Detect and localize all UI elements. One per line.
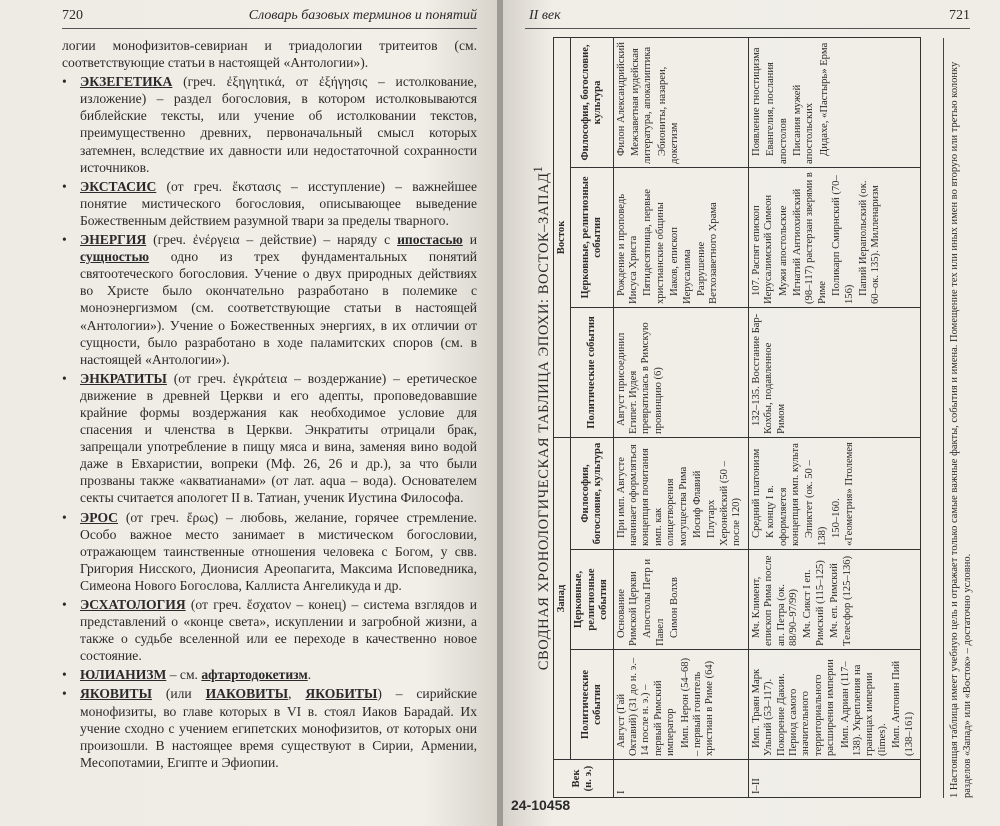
cell-west-church <box>748 550 920 650</box>
cell-item: Появление гностицизма <box>750 47 762 156</box>
entry-headword: ЯКОВИТЫ <box>80 686 152 702</box>
printer-signature: 24-10458 <box>511 797 571 813</box>
entry-text: (от греч. ἔσχατον – конец) – система взглядов и представлений о «конце света», искуплении и загробной жизни, а также о судьбе вселенной или ее переходе в качественно новое состояние. <box>80 597 477 664</box>
header-century: Век (н. э.) <box>554 760 614 798</box>
cell-east-political <box>748 307 920 437</box>
cell-item: Мужи апостольские <box>777 205 789 296</box>
header-west: Запад <box>554 437 571 759</box>
dictionary-entry <box>62 73 477 176</box>
right-page <box>503 0 1000 826</box>
entry-headword: ЭНЕРГИЯ <box>80 232 147 248</box>
header-west-church: Церковные, религиозные события <box>571 550 613 650</box>
left-page-number: 720 <box>62 8 83 23</box>
cell-item: Симон Волхв <box>669 577 681 638</box>
cell-east-political <box>613 307 748 437</box>
cell-item: Мч. Сикст I еп. Римский (115–125) <box>802 560 826 646</box>
dictionary-text <box>62 37 477 773</box>
entry-headword: ЭРОС <box>80 509 119 525</box>
table-title <box>531 38 553 798</box>
cell-east-philosophy <box>613 37 748 167</box>
cell-item: Средний платонизм <box>750 448 762 538</box>
bullet-icon: • <box>62 178 67 194</box>
cell-west-philosophy <box>748 437 920 549</box>
entry-text: и <box>462 232 477 248</box>
entry-text: (греч. ἐξηγητικά, от ἐξήγησις – истолкование, изложение) – раздел богословия, в котором истолковываются библейские тексты, или учение об истолковании текстов, преимущественно древних, первоначальный смысл которых затемнен, вследствие их давности или недостаточной сохранности источников. <box>80 74 477 175</box>
entry-text: , <box>288 686 306 702</box>
entry-text: – см. <box>166 667 202 683</box>
cell-item: Имп. Нерон (54–68) – первый гонитель христиан в Риме (64) <box>679 657 716 756</box>
right-page-number: 721 <box>949 8 970 23</box>
cell-item: К концу I в. оформляется концепция имп. культа <box>765 443 801 546</box>
cell-century <box>613 760 748 798</box>
table-title-text: СВОДНАЯ ХРОНОЛОГИЧЕСКАЯ ТАБЛИЦА ЭПОХИ: ВОСТОК–ЗАПАД <box>535 172 552 671</box>
bullet-icon: • <box>62 667 67 683</box>
rotated-table-block <box>531 38 1000 798</box>
left-header <box>62 6 477 29</box>
bullet-icon: • <box>62 509 67 525</box>
bullet-icon: • <box>62 597 67 612</box>
cell-item: Межзаветная иудейская литература, апокалиптика <box>630 46 654 164</box>
entry-text: (от греч. ἔρως) – любовь, желание, горячее стремление. Особо важное место занимает в мистическом богословии, отражающем таинственные отношения человека с Богом, у свв. Григория Нисского, Дионисия Ареопагита, Максима Исповедника, Симеона Нового Богослова, Каллиста Ангеликуда и др. <box>80 509 477 593</box>
entry-headword: ЭКСТАСИС <box>80 178 157 194</box>
dictionary-entry <box>62 231 477 368</box>
footnote-marker: 1 <box>531 165 545 173</box>
cell-item: Филон Александрийский <box>615 42 627 156</box>
left-page <box>0 0 497 826</box>
entry-text: (от греч. ἐγκράτεια – воздержание) – еретическое движение в древней Церкви и его адепты, проповедовавшие крайние формы воздержания как необходимое условие для спасения и членства в Церкви. Энкратиты отрицали брак, запрещали употребление в пищу мяса и вина, заменяя вино водой даже в Евхаристии, вопреки (Мф. 26, 26 и др.), за что были прозваны также «акватианами» (от лат. aqua – вода). Основателем секты считается апологет II в. Татиан, ученик Иустина Философа. <box>80 370 477 506</box>
entry-headword: ЭНКРАТИТЫ <box>80 370 167 386</box>
bullet-icon: • <box>62 686 67 702</box>
cell-item: Иаков, епископ Иерусалима <box>669 227 693 304</box>
cell-item: 132–135. Восстание Бар-Кохбы, подавленное Римом <box>750 313 787 434</box>
entry-headword: ЭСХАТОЛОГИЯ <box>80 597 186 612</box>
dictionary-entry <box>62 509 477 594</box>
entry-text: одно из трех фундаментальных понятий святоотеческого богословия. Учение о двух природных действиях во Христе было окончательно разработано в полемике с моноэнергизмом (см. соответствующие статьи в настоящей «Антологии»). Учение о Божественных энергиях, в их отличии от сущности, было разработано в ходе паламитских споров (см. в настоящей «Антологии»). <box>80 249 477 367</box>
cell-item: Мч. Климент, епископ Рима после ап. Петра (ок. 88/90–97/99) <box>750 555 799 646</box>
right-header <box>525 6 970 29</box>
dictionary-entry <box>62 596 477 664</box>
cross-reference: сущностью <box>80 249 150 265</box>
cell-west-political <box>613 650 748 760</box>
dictionary-entry <box>62 666 477 683</box>
entry-text: (или <box>151 686 206 702</box>
left-running-title: Словарь базовых терминов и понятий <box>248 8 477 23</box>
cell-east-church <box>613 167 748 307</box>
cell-item: Имп. Адриан (117–138). Укрепления на границах империи (limes). <box>839 661 888 756</box>
cell-item: Апостолы Петр и Павел <box>642 558 666 646</box>
entry-text: (греч. ἐνέργεια – действие) – наряду с <box>146 232 398 248</box>
entry-headword: ЭКЗЕГЕТИКА <box>80 74 173 90</box>
table-row <box>748 37 920 797</box>
cell-item: Иосиф Флавий <box>692 470 704 538</box>
entry-headword-variant: ИАКОВИТЫ <box>205 686 289 702</box>
cell-item: Папий Иерапольский (ок. 60–ок. 135). Милленаризм <box>857 180 882 304</box>
cell-item: При имп. Августе начинает оформляться концепция почитания имп. как олицетворения могущества Рима <box>615 444 689 546</box>
cell-item: 107. Распят епископ Иерусалимский Симеон <box>750 194 775 304</box>
cell-west-church <box>613 550 748 650</box>
header-east-church: Церковные, религиозные события <box>571 167 613 307</box>
cell-item: Август присоединил Египет. Иудея превратилась в Римскую провинцию (6) <box>615 322 664 434</box>
bullet-icon: • <box>62 370 67 386</box>
entry-headword-variant: ЯКОБИТЫ <box>305 686 378 702</box>
cell-item: Август (Гай Октавий) (31 до н. э.–14 после н. э.) – первый Римский император <box>615 657 677 756</box>
entry-text: (от греч. ἔκστασις – исступление) – важнейшее понятие мистического богословия, описывающее выведение Божественным действием разумной твари за пределы тварного. <box>80 178 477 228</box>
bullet-icon: • <box>62 232 67 248</box>
footnote-number: 1 <box>949 792 960 798</box>
header-east: Восток <box>554 37 571 437</box>
dictionary-entry <box>62 685 477 770</box>
continuation-text: логии монофизитов-севириан и триадологии тритеитов (см. соответствующие статьи в настоящей «Антологии»). <box>62 38 477 71</box>
header-west-philosophy: Философия, богословие, культура <box>571 437 613 549</box>
cell-item: Пятидесятница, первые христианские общины <box>642 189 666 304</box>
cell-item: Поликарп Смирнский (70–156) <box>831 175 855 304</box>
cell-east-philosophy <box>748 37 920 167</box>
entry-text: ) – сирийские монофизиты, во главе которых в VI в. стоял Иаков Барадай. Их учение сходно с учением египетских монофизитов, от которых они произошли. В настоящее время существуют в Сирии, Армении, Месопотамии, Египте и Эфиопии. <box>80 686 477 770</box>
dictionary-entry <box>62 370 477 507</box>
cell-item: Евангелия, послания апостолов <box>765 62 789 164</box>
century-value: I <box>615 790 627 794</box>
header-east-political: Политические события <box>571 307 613 437</box>
bullet-icon: • <box>62 74 67 90</box>
cell-west-political <box>748 650 920 760</box>
cell-west-philosophy <box>613 437 748 549</box>
cross-reference: афтартодокетизм <box>201 667 308 683</box>
header-east-philosophy: Философия, богословие, культура <box>571 37 613 167</box>
chronology-table <box>553 37 921 798</box>
cell-item: Рождение и проповедь Иисуса Христа <box>615 193 640 304</box>
cell-item: Разрушение Ветхозаветного Храма <box>696 202 720 304</box>
cell-century <box>748 760 920 798</box>
table-row <box>613 37 748 797</box>
cell-item: Основание Римской Церкви <box>615 571 640 646</box>
footnote-text: Настоящая таблица имеет учебную цель и отражает только самые важные факты, события и имена. Помещение тех или иных имен во вторую или третью колонку разделов «Запад» или «Восток» – достаточно условно. <box>949 61 973 798</box>
century-value: I–II <box>750 778 762 794</box>
cell-item: 150–160. «Геометрия» Птолемея <box>831 442 855 546</box>
cross-reference: ипостасью <box>397 232 463 248</box>
entry-text: . <box>307 667 312 683</box>
cell-item: Мч. еп. Римский Телесфор (125–136) <box>829 555 853 646</box>
cell-item: Плутарх Херонейский (50 – после 120) <box>706 461 743 546</box>
cell-item: Имп. Траян Марк Ульпий (53–117). Покорение Дакии. Период самого значительного территориального расширения империи <box>750 659 837 756</box>
cell-east-church <box>748 167 920 307</box>
footnote <box>943 38 974 798</box>
cell-item: Эпиктет (ок. 50 – 138) <box>804 460 828 546</box>
cell-item: Эбиониты, назареи, докетизм <box>656 66 681 164</box>
cell-item: Дидахе, «Пастырь» Ерма <box>818 42 830 156</box>
cell-item: Игнатий Антиохийский (98–117) растерзан зверями в Риме <box>791 172 828 304</box>
entry-headword: ЮЛИАНИЗМ <box>80 667 167 683</box>
dictionary-entry <box>62 178 477 229</box>
cell-item: Имп. Антонин Пий (138–161) <box>891 660 915 756</box>
header-west-political: Политические события <box>571 650 613 760</box>
right-running-title: II век <box>529 8 561 23</box>
cell-item: Писания мужей апостольских <box>791 84 816 164</box>
